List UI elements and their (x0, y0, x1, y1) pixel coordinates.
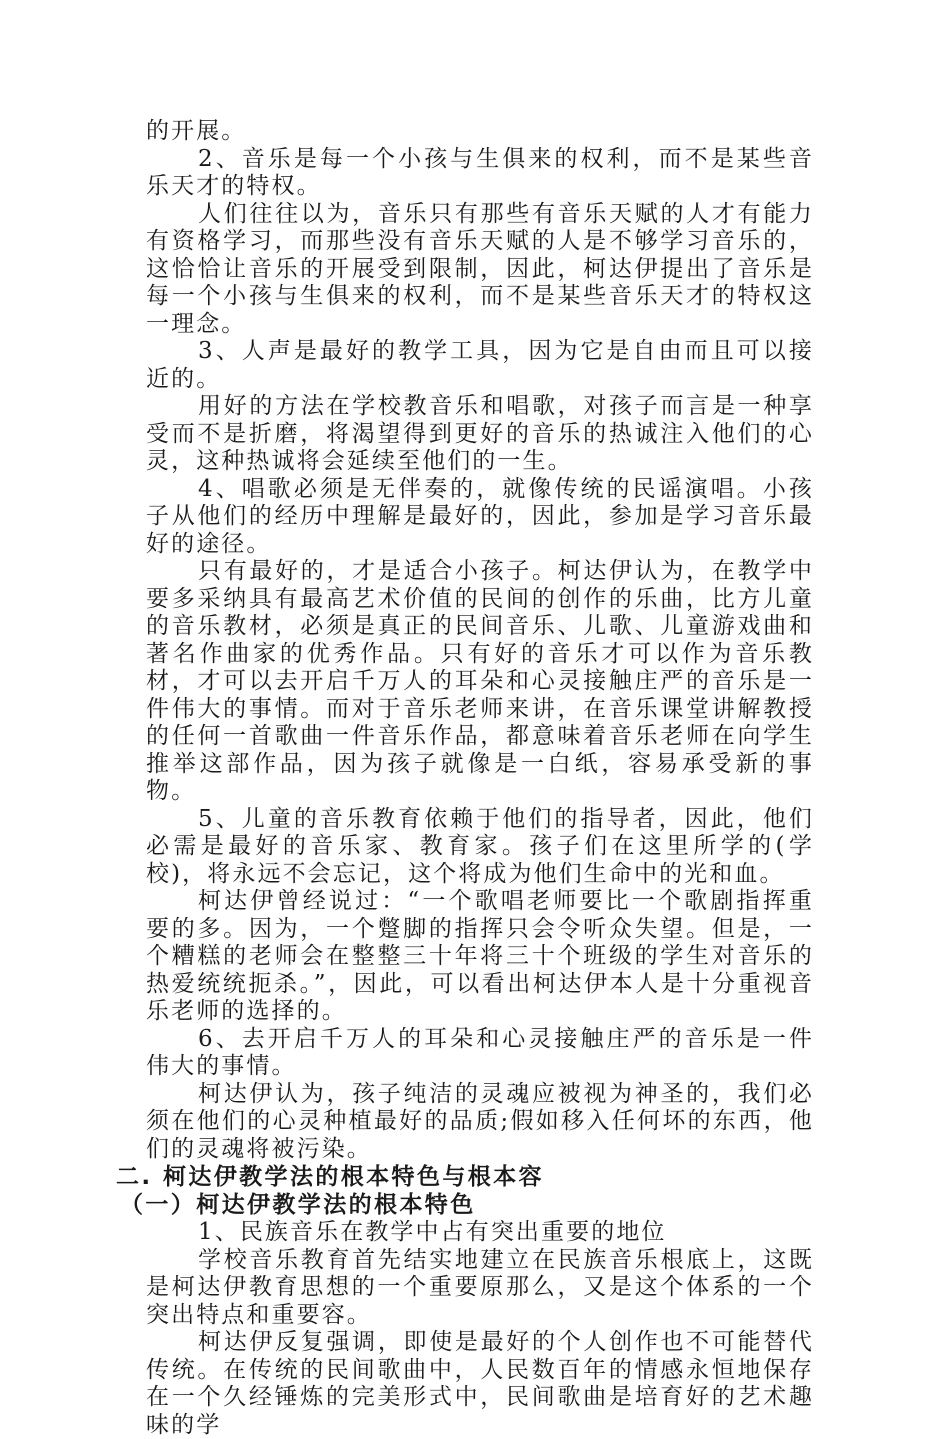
paragraph: 只有最好的，才是适合小孩子。柯达伊认为，在教学中要多采纳具有最高艺术价值的民间的创作的乐曲，比方儿童的音乐教材，必须是真正的民间音乐、儿歌、儿童游戏曲和著名作曲家的优秀作品。只有好的音乐才可以作为音乐教材，才可以去开启千万人的耳朵和心灵接触庄严的音乐是一件伟大的事情。而对于音乐老师来讲，在音乐课堂讲解教授的任何一首歌曲一件音乐作品，都意味着音乐老师在向学生推举这部作品，因为孩子就像是一白纸，容易承受新的事物。 (146, 558, 814, 804)
paragraph: 人们往往以为，音乐只有那些有音乐天赋的人才有能力有资格学习，而那些没有音乐天赋的人是不够学习音乐的，这恰恰让音乐的开展受到限制，因此，柯达伊提出了音乐是每一个小孩与生俱来的权利，而不是某些音乐天才的特权这一理念。 (146, 200, 814, 337)
paragraph: 5、儿童的音乐教育依赖于他们的指导者，因此，他们必需是最好的音乐家、教育家。孩子们在这里所学的(学校)，将永远不会忘记，这个将成为他们生命中的光和血。 (146, 805, 814, 887)
paragraph: 的开展。 (146, 118, 247, 144)
section-heading: 二. 柯达伊教学法的根本特色与根本容 (116, 1164, 544, 1190)
paragraph: 2、音乐是每一个小孩与生俱来的权利，而不是某些音乐天才的特权。 (146, 145, 814, 199)
paragraph: 柯达伊认为，孩子纯洁的灵魂应被视为神圣的，我们必须在他们的心灵种植最好的品质;假如移入任何坏的东西，他们的灵魂将被污染。 (146, 1080, 814, 1162)
paragraph: 用好的方法在学校教音乐和唱歌，对孩子而言是一种享受而不是折磨，将渴望得到更好的音乐的热诚注入他们的心灵，这种热诚将会延续至他们的一生。 (146, 393, 814, 474)
paragraph: 3、人声是最好的教学工具，因为它是自由而且可以接近的。 (146, 338, 814, 392)
paragraph: 4、唱歌必须是无伴奏的，就像传统的民谣演唱。小孩子从他们的经历中理解是最好的，因此，参加是学习音乐最好的途径。 (146, 475, 814, 557)
paragraph: 学校音乐教育首先结实地建立在民族音乐根底上，这既是柯达伊教育思想的一个重要原那么，又是这个体系的一个突出特点和重要容。 (146, 1246, 814, 1328)
paragraph: 柯达伊反复强调，即使是最好的个人创作也不可能替代传统。在传统的民间歌曲中，人民数百年的情感永恒地保存在一个久经锤炼的完美形式中，民间歌曲是培育好的艺术趣味的学 (146, 1329, 814, 1438)
document-body (116, 118, 814, 1439)
paragraph: 6、去开启千万人的耳朵和心灵接触庄严的音乐是一件伟大的事情。 (146, 1025, 814, 1079)
paragraph: 柯达伊曾经说过：“一个歌唱老师要比一个歌剧指挥重要的多。因为，一个蹩脚的指挥只会令听众失望。但是，一个糟糕的老师会在整整三十年将三十个班级的学生对音乐的热爱统统扼杀。”，因此，可以看出柯达伊本人是十分重视音乐老师的选择的。 (146, 888, 814, 1024)
subsection-heading: （一）柯达伊教学法的根本特色 (120, 1192, 476, 1218)
paragraph: 1、民族音乐在教学中占有突出重要的地位 (198, 1219, 667, 1245)
